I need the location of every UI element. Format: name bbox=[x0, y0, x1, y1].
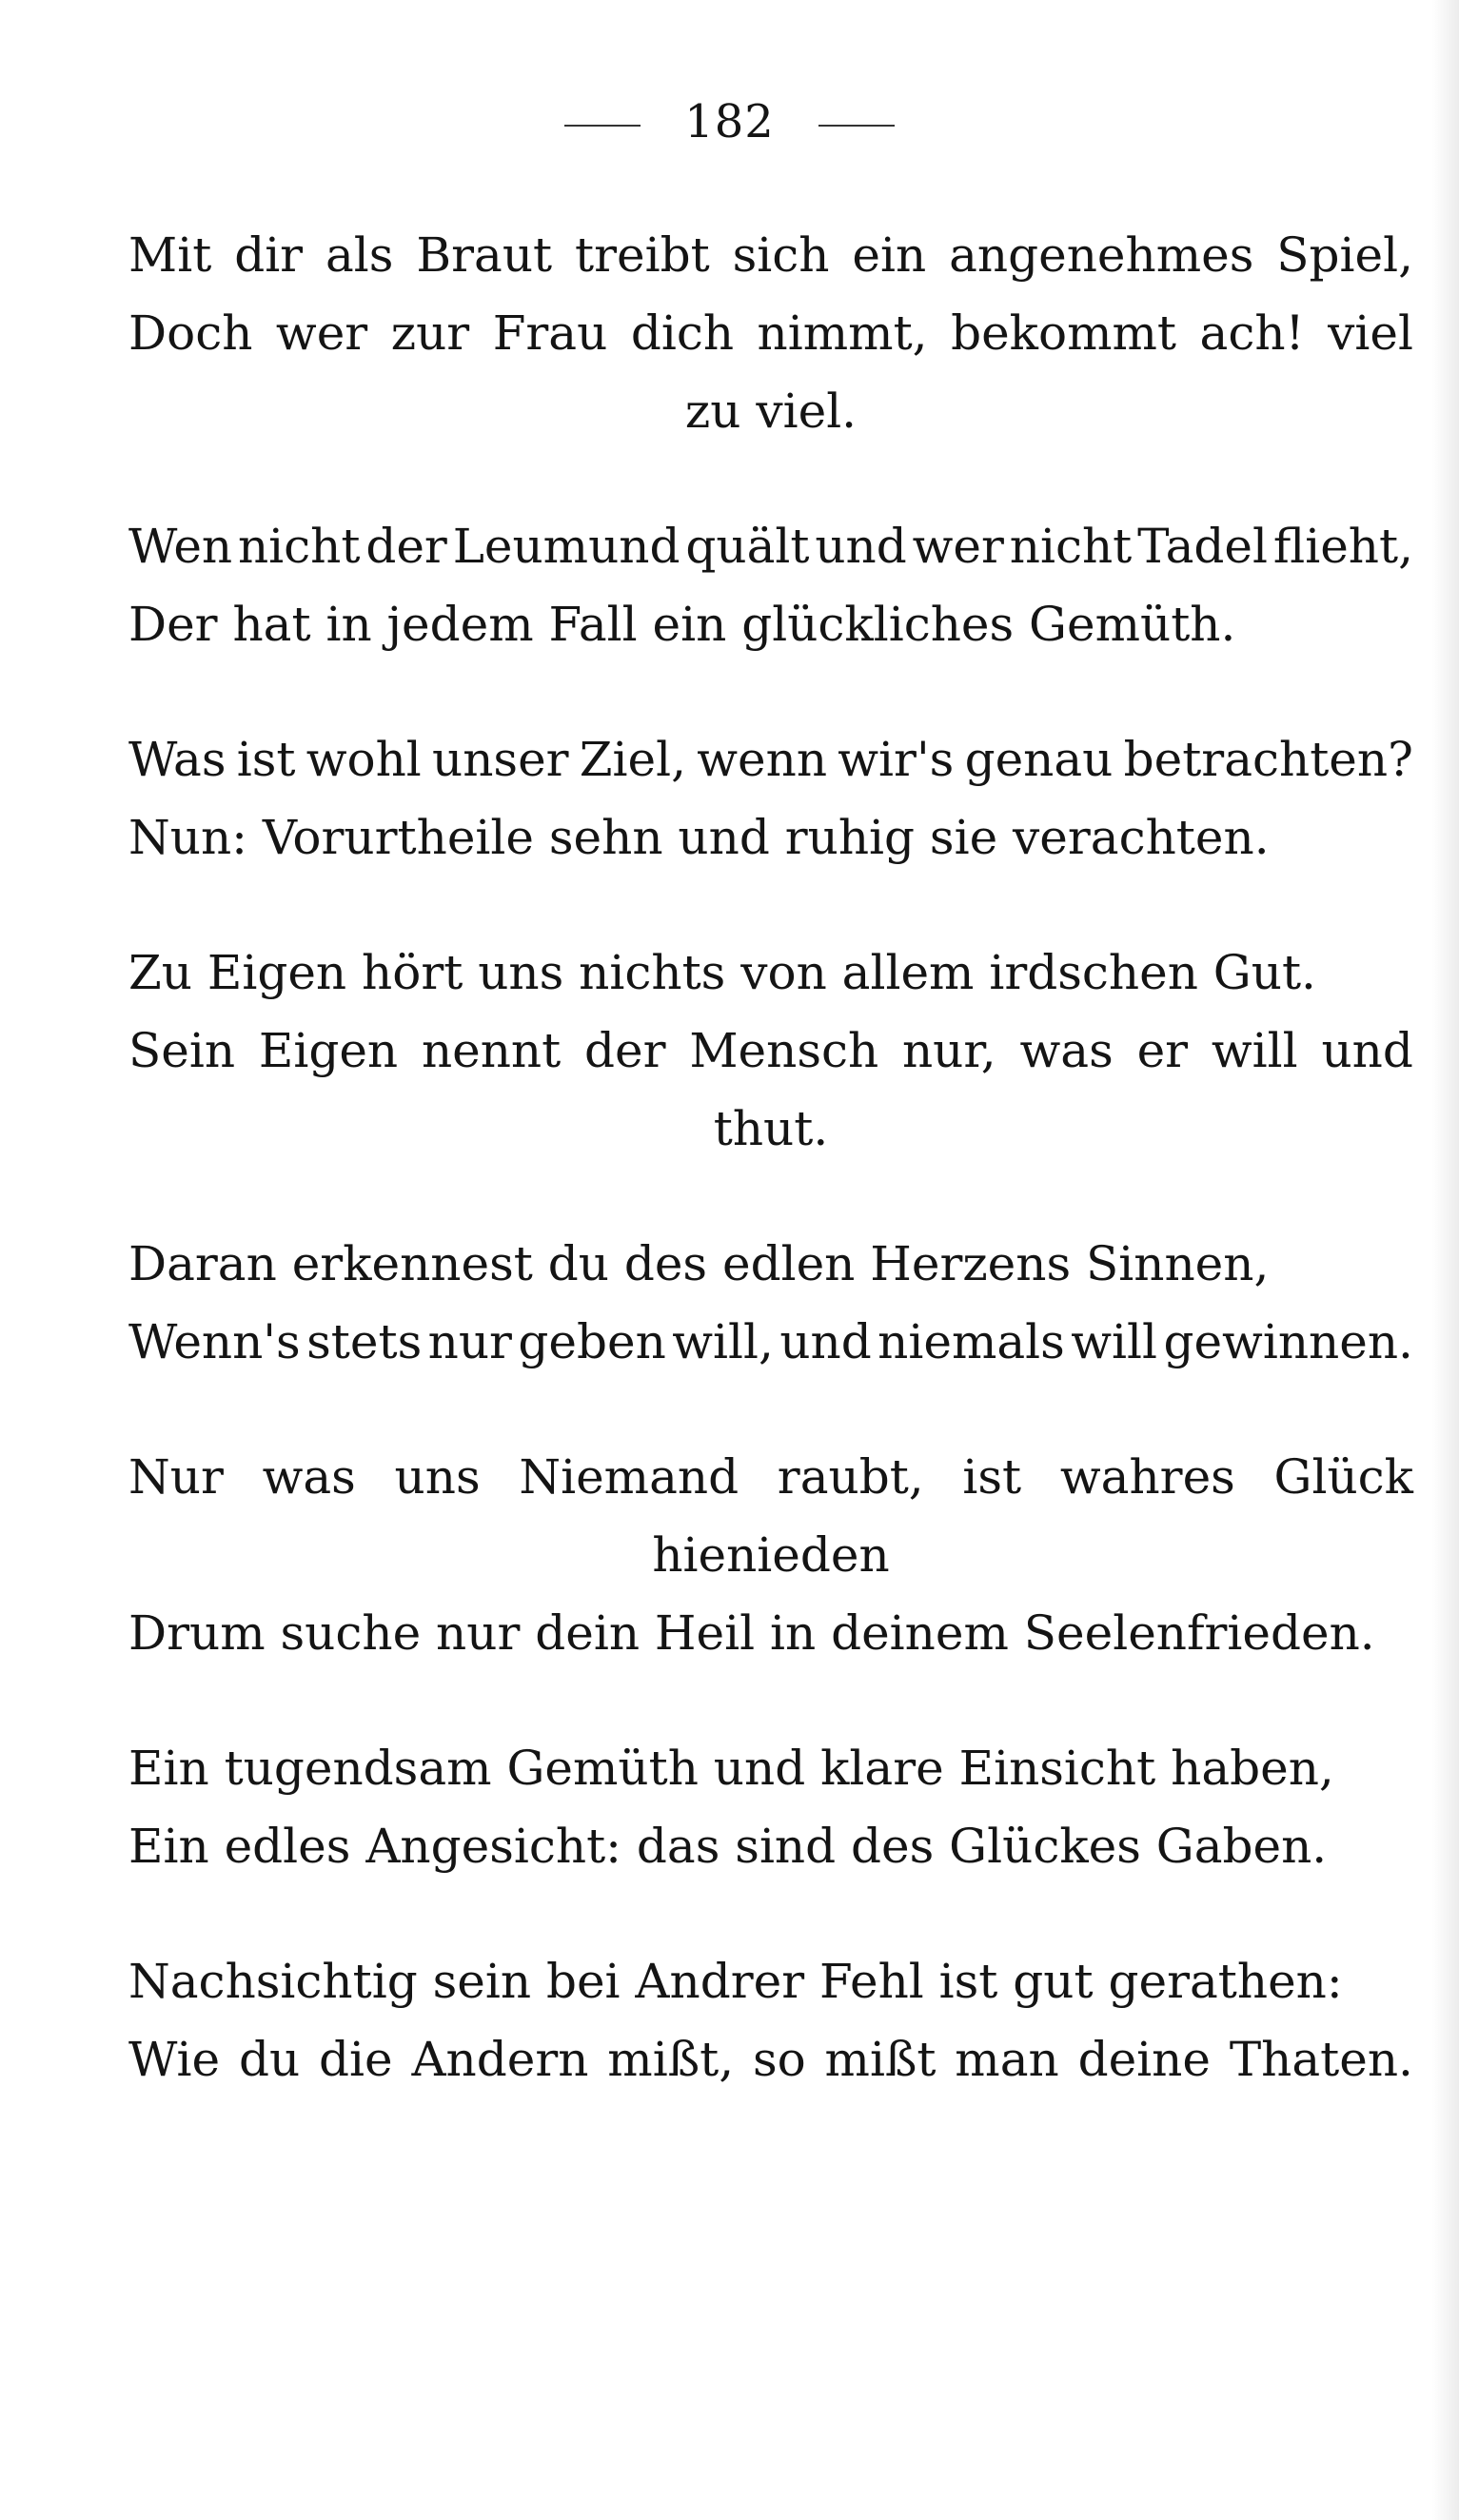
poem-word: sich bbox=[732, 227, 830, 283]
poem-word: was bbox=[1019, 1023, 1114, 1078]
page-header bbox=[0, 95, 1459, 148]
poem-word: geben bbox=[518, 1314, 666, 1369]
poem-line bbox=[128, 1313, 1413, 1370]
poem-word: stets bbox=[306, 1314, 423, 1369]
poem-word: Wenn's bbox=[128, 1314, 301, 1369]
poem-word: Mensch bbox=[689, 1023, 879, 1078]
poem-word: und bbox=[815, 519, 907, 574]
poem-word: ist bbox=[236, 732, 296, 787]
poem-word: gewinnen. bbox=[1163, 1314, 1413, 1369]
poem-line bbox=[128, 518, 1413, 575]
poem-word: wer bbox=[912, 519, 1004, 574]
poem-word: zur bbox=[390, 305, 470, 361]
page-number: 182 bbox=[684, 95, 775, 148]
poem-word: nimmt, bbox=[757, 305, 928, 361]
poem-word: wohl bbox=[306, 732, 422, 787]
poem-word: du bbox=[238, 2032, 301, 2087]
poem-word: Niemand bbox=[519, 1449, 739, 1505]
poem-word: mißt, bbox=[607, 2032, 735, 2087]
poem-word: bekommt bbox=[951, 305, 1176, 361]
poem-word: deine bbox=[1077, 2032, 1211, 2087]
poem-word: Thaten. bbox=[1229, 2032, 1413, 2087]
poem-word: viel bbox=[1328, 305, 1413, 361]
poem-word: und bbox=[1321, 1023, 1413, 1078]
poem-word: Sein bbox=[128, 1023, 236, 1078]
poem-word: Leumund bbox=[452, 519, 680, 574]
poem-line: zu viel. bbox=[684, 384, 858, 439]
poem-word: betrachten? bbox=[1123, 732, 1413, 787]
poem-line: Ein tugendsam Gemüth und klare Einsicht haben, bbox=[128, 1741, 1334, 1796]
poem-word: nennt bbox=[421, 1023, 562, 1078]
poem-line: Drum suche nur dein Heil in deinem Seelenfrieden. bbox=[128, 1605, 1375, 1661]
poem-word: Frau bbox=[492, 305, 608, 361]
poem-word: Wen bbox=[128, 519, 233, 574]
poem-word: quält bbox=[685, 519, 810, 574]
poem-word: dich bbox=[630, 305, 735, 361]
poem-word: ein bbox=[852, 227, 927, 283]
poem-word: treibt bbox=[575, 227, 710, 283]
poem-line bbox=[128, 2031, 1413, 2088]
poem-word: die bbox=[319, 2032, 393, 2087]
poem-word: wer bbox=[275, 305, 368, 361]
poem-word: der bbox=[365, 519, 447, 574]
poem-word: mißt bbox=[824, 2032, 937, 2087]
poem-word: Braut bbox=[416, 227, 553, 283]
poem-word: Ziel, bbox=[579, 732, 687, 787]
poem-word: Spiel, bbox=[1276, 227, 1413, 283]
poem-word: will bbox=[1071, 1314, 1158, 1369]
poem-word: Nur bbox=[128, 1449, 224, 1505]
poem-word: will, bbox=[672, 1314, 774, 1369]
poem-word: nur, bbox=[901, 1023, 996, 1078]
poem-line: Der hat in jedem Fall ein glückliches Gemüth. bbox=[128, 597, 1236, 652]
poem-line: Zu Eigen hört uns nichts von allem irdschen Gut. bbox=[128, 945, 1316, 1000]
poem-word: angenehmes bbox=[949, 227, 1254, 283]
poem-word: Tadel bbox=[1137, 519, 1269, 574]
poem-line: thut. bbox=[713, 1101, 829, 1156]
poem-word: uns bbox=[394, 1449, 481, 1505]
poem-word: Mit bbox=[128, 227, 212, 283]
poem-word: so bbox=[752, 2032, 806, 2087]
poem-line bbox=[128, 1022, 1413, 1079]
poem-line bbox=[128, 1448, 1413, 1506]
poem-word: Andern bbox=[411, 2032, 589, 2087]
poem-word: flieht, bbox=[1272, 519, 1413, 574]
poem-word: Was bbox=[128, 732, 227, 787]
poem-word: will bbox=[1211, 1023, 1298, 1078]
poem-word: was bbox=[262, 1449, 356, 1505]
poem-line: Daran erkennest du des edlen Herzens Sinnen, bbox=[128, 1236, 1270, 1291]
poem-line bbox=[128, 305, 1413, 362]
poem-line: Nachsichtig sein bei Andrer Fehl ist gut gerathen: bbox=[128, 1954, 1343, 2009]
poem-word: Glück bbox=[1273, 1449, 1413, 1505]
poem-word: nicht bbox=[1009, 519, 1133, 574]
poem-word: ach! bbox=[1199, 305, 1305, 361]
poem-word: als bbox=[325, 227, 394, 283]
poem-word: nur bbox=[427, 1314, 512, 1369]
poem-line: Nun: Vorurtheile sehn und ruhig sie verachten. bbox=[128, 810, 1270, 865]
poem-word: wir's bbox=[838, 732, 955, 787]
poem-word: Doch bbox=[128, 305, 253, 361]
poem-word: dir bbox=[234, 227, 304, 283]
poem-word: raubt, bbox=[777, 1449, 924, 1505]
poem-word: und bbox=[779, 1314, 872, 1369]
poem-word: der bbox=[584, 1023, 666, 1078]
poem-word: nicht bbox=[237, 519, 361, 574]
poem-word: niemals bbox=[877, 1314, 1065, 1369]
poem-word: Wie bbox=[128, 2032, 221, 2087]
poem-line: hienieden bbox=[652, 1527, 890, 1583]
poem-word: er bbox=[1136, 1023, 1189, 1078]
header-dash-left bbox=[564, 125, 641, 127]
poem-word: Eigen bbox=[258, 1023, 399, 1078]
poem-word: unser bbox=[432, 732, 569, 787]
poem-line bbox=[128, 731, 1413, 788]
header-dash-right bbox=[818, 125, 895, 127]
poem-line bbox=[128, 226, 1413, 284]
poem-word: wahres bbox=[1059, 1449, 1235, 1505]
poem-word: ist bbox=[962, 1449, 1022, 1505]
poem-word: wenn bbox=[697, 732, 828, 787]
poem-word: genau bbox=[964, 732, 1114, 787]
poem-word: man bbox=[955, 2032, 1059, 2087]
page-edge-shadow bbox=[1432, 0, 1459, 2520]
poem-line: Ein edles Angesicht: das sind des Glückes Gaben. bbox=[128, 1819, 1328, 1874]
